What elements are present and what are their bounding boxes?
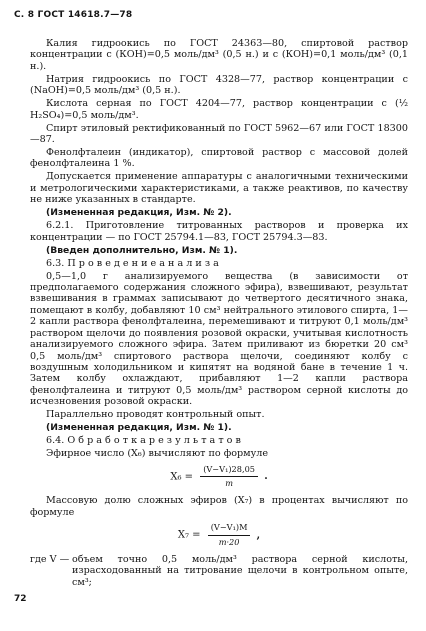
paragraph: Массовую долю сложных эфиров (X₇) в процентах вычисляют по формуле <box>30 495 408 518</box>
amendment-note: (Измененная редакция, Изм. № 2). <box>46 207 232 219</box>
paragraph: Кислота серная по ГОСТ 4204—77, раствор концентрации с (½ H₂SO₄)=0,5 моль/дм³. <box>30 98 408 121</box>
paragraph: Допускается применение аппаратуры с аналогичными техническими и метрологическими характеристиками, а также реактивов, по качеству не ниже указанных в стандарте. <box>30 171 408 206</box>
formula-fraction <box>200 464 258 490</box>
formula-lhs: X₆ = <box>170 470 194 482</box>
section-heading: 6.3. П р о в е д е н и е а н а л и з а <box>46 257 219 269</box>
paragraph: 0,5—1,0 г анализируемого вещества (в зависимости от предполагаемого содержания сложного эфира), взвешивают, результат взвешивания в граммах записывают до четвертого десятичного знака, помещают в колбу, добавляют 10 см³ нейтрального этилового спирта, 1—2 капли раствора фенолфталеина, перемешивают и титруют 0,1 моль/дм³ раствором щелочи до появления розовой окраски, учитывая кислотность анализируемого сложного эфира. Затем приливают из бюретки 20 см³ 0,5 моль/дм³ спиртового раствора щелочи, соединяют колбу с воздушным холодильником и кипятят на водяной бане в течение 1 ч. Затем колбу охлаждают, прибавляют 1—2 капли раствора фенолфталеина и титруют 0,5 моль/дм³ раствором серной кислоты до исчезновения розовой окраски. <box>30 270 408 408</box>
formula-tail: . <box>264 470 268 482</box>
paragraph: Калия гидроокись по ГОСТ 24363—80, спиртовой раствор концентрации с (КОН)=0,5 моль/дм³ (0,5 н.) и с (КОН)=0,1 моль/дм³ (0,1 н.). <box>30 38 408 72</box>
section-heading: 6.4. О б р а б о т к а р е з у л ь т а т о в <box>46 435 241 447</box>
amendment-note: (Измененная редакция, Изм. № 1). <box>46 422 232 434</box>
page-number: 72 <box>14 594 27 604</box>
formula-denominator: m·20 <box>218 536 240 547</box>
formula-fraction <box>208 522 251 548</box>
variable-label: где V — <box>30 553 70 565</box>
paragraph: Параллельно проводят контрольный опыт. <box>46 409 265 421</box>
paragraph: Эфирное число (X₆) вычисляют по формуле <box>46 448 269 460</box>
paragraph: 6.2.1. Приготовление титрованных растворов и проверка их концентрации — по ГОСТ 25794.1—83, ГОСТ 25794.3—83. <box>30 220 408 243</box>
amendment-note: (Введен дополнительно, Изм. № 1). <box>46 244 238 256</box>
formula-numerator: (V−V₁)28,05 <box>200 464 258 477</box>
document-body <box>30 38 408 588</box>
formula-tail: , <box>256 529 261 541</box>
formula-denominator: m <box>225 477 233 488</box>
paragraph: Спирт этиловый ректификованный по ГОСТ 5962—67 или ГОСТ 18300—87. <box>30 122 408 146</box>
paragraph: Фенолфталеин (индикатор), спиртовой раствор с массовой долей фенолфталеина 1 %. <box>30 147 408 170</box>
variable-description: объем точно 0,5 моль/дм³ раствора серной кислоты, израсходованный на титрование щелочи в контрольном опыте, см³; <box>72 553 408 588</box>
formula-ester-number <box>30 464 408 490</box>
variable-definition <box>30 554 408 588</box>
paragraph: Натрия гидроокись по ГОСТ 4328—77, раствор концентрации с (NaOH)=0,5 моль/дм³ (0,5 н.). <box>30 73 408 97</box>
formula-numerator: (V−V₁)M <box>208 522 251 535</box>
formula-ester-mass-fraction <box>30 522 408 548</box>
page-header: С. 8 ГОСТ 14618.7—78 <box>14 10 133 20</box>
formula-lhs: X₇ = <box>177 529 201 541</box>
